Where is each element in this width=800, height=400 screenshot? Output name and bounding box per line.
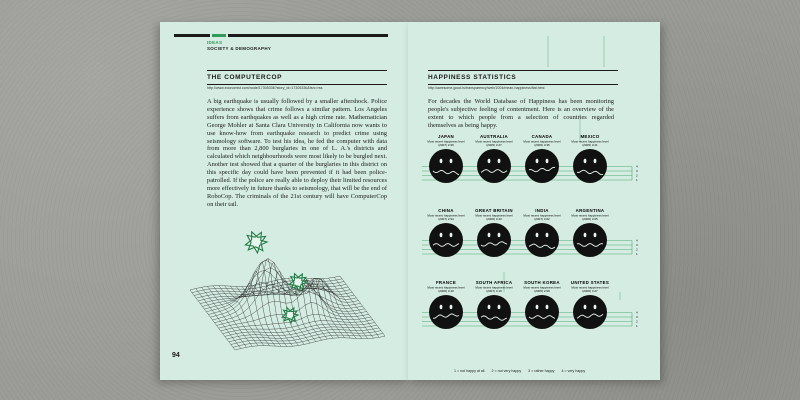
smiley-eye [546, 159, 549, 163]
scale-tick-label: 4 [636, 310, 638, 315]
smiley-face [573, 223, 607, 257]
smiley-eye [546, 305, 549, 309]
scale-tick-label: 2 [636, 319, 638, 324]
country-happiness-value: (2007) 2.94 [438, 217, 454, 221]
country-name: UNITED STATES [570, 280, 610, 285]
country-smiley-japan [427, 134, 465, 183]
legend-item: 1 = not happy at all [454, 369, 485, 373]
smiley-eye [546, 233, 549, 237]
happiness-grid [408, 22, 660, 380]
country-name: MEXICO [580, 134, 600, 139]
smiley-eye [536, 159, 539, 163]
smiley-eye [594, 233, 597, 237]
smiley-eye [594, 159, 597, 163]
article-url: http://www.economist.com/node/17305336?story_id=17305336&fsrc=rss [207, 86, 323, 90]
smiley-eye [440, 305, 443, 309]
scale-tick-label: 3 [636, 243, 638, 248]
header-rule [228, 34, 388, 37]
country-name: SOUTH AFRICA [475, 280, 513, 285]
country-smiley-great-britain [475, 208, 513, 257]
scale-tick-label: 4 [636, 238, 638, 243]
country-happiness-value: (2007) 3.10 [486, 289, 502, 293]
smiley-eye [584, 233, 587, 237]
article-body: A big earthquake is usually followed by a smaller aftershock. Police experience shows that crime follows a similar pattern. Los Angeles suffers from earthquakes as well as a high crime rate. Mathematician George Mohler at Santa Clara University in California now wants to use know-how from earthquake research to predict crime using seismology software. To test his idea, he fed the computer with data from more than 2,800 burglaries in one of L. A.'s districts and calculated which neighbourhoods were most likely to be burgled next. Another test showed that a quarter of the burglaries in this district on this specific day could have been prevented if it had been police-patrolled. If the police are really able to deploy their limited resources more effectively in future thanks to seismology, that will be the end of RoboCop. The criminals of the 21st century will have ComputerCop on their tail. [207, 98, 387, 208]
country-name: JAPAN [437, 134, 455, 139]
country-name: SOUTH KOREA [524, 280, 560, 285]
smiley-eye [440, 159, 443, 163]
smiley-face [429, 223, 463, 257]
header-rule [174, 34, 210, 37]
country-happiness-value: (2005) 3.21 [582, 143, 598, 147]
country-meta-label: Most recent happiness level [427, 139, 465, 144]
smiley-eye [498, 233, 501, 237]
smiley-eye [498, 305, 501, 309]
smiley-eye [450, 305, 453, 309]
country-happiness-value: (2005) 3.27 [486, 143, 502, 147]
scale-tick-label: 1 [636, 252, 638, 257]
country-name: AUSTRALIA [479, 134, 509, 139]
scale-tick-label: 2 [636, 247, 638, 252]
country-smiley-india [523, 208, 561, 257]
country-name: FRANCE [435, 280, 457, 285]
right-page [408, 22, 660, 380]
title-rule [207, 70, 387, 71]
country-smiley-china [427, 208, 465, 257]
scale-tick-label: 4 [636, 164, 638, 169]
smiley-face [429, 149, 463, 183]
legend-item: 2 = not very happy [491, 369, 522, 373]
country-meta-label: Most recent happiness level [571, 139, 609, 144]
page-number: 94 [172, 352, 180, 359]
smiley-eye [450, 233, 453, 237]
terrain-mesh [190, 259, 385, 350]
smiley-face [573, 149, 607, 183]
smiley-eye [488, 159, 491, 163]
smiley-face [429, 295, 463, 329]
crime-terrain-illustration [180, 230, 390, 360]
country-happiness-value: (2006) 3.36 [534, 143, 550, 147]
country-meta-label: Most recent happiness level [571, 285, 609, 290]
scale-tick-label: 3 [636, 169, 638, 174]
smiley-face [573, 295, 607, 329]
title-rule [207, 84, 387, 85]
country-meta-label: Most recent happiness level [427, 213, 465, 218]
crime-hotspot-burst [245, 232, 267, 253]
smiley-eye [536, 233, 539, 237]
smiley-eye [584, 159, 587, 163]
country-meta-label: Most recent happiness level [523, 213, 561, 218]
country-happiness-value: (2006) 3.43 [486, 217, 502, 221]
smiley-face [477, 295, 511, 329]
article-title: HAPPINESS STATISTICS [428, 74, 517, 81]
country-happiness-value: (2007) 3.02 [534, 217, 550, 221]
scale-tick-label: 1 [636, 324, 638, 329]
smiley-eye [450, 159, 453, 163]
smiley-face [525, 295, 559, 329]
country-name: GREAT BRITAIN [475, 208, 513, 213]
smiley-face [525, 223, 559, 257]
country-happiness-value: (2006) 3.40 [438, 289, 454, 293]
smiley-eye [584, 305, 587, 309]
smiley-face [477, 223, 511, 257]
smiley-face [477, 149, 511, 183]
smiley-eye [440, 233, 443, 237]
country-happiness-value: (2005) 2.99 [534, 289, 550, 293]
country-meta-label: Most recent happiness level [523, 285, 561, 290]
country-smiley-south-korea [523, 280, 561, 329]
country-meta-label: Most recent happiness level [475, 285, 513, 290]
article-url: http://awesome.good.is/transparency/web/1004/mean-happiness/flat.html [428, 86, 545, 90]
country-smiley-united-states [571, 280, 609, 329]
smiley-eye [488, 233, 491, 237]
country-happiness-value: (2006) 3.05 [582, 217, 598, 221]
legend-item: 4 = very happy [561, 369, 586, 373]
smiley-eye [488, 305, 491, 309]
smiley-eye [594, 305, 597, 309]
article-intro: For decades the World Database of Happiness has been monitoring people's subjective feeling of contentment. Here is an overview of the extent to which people from a selection of countries regarded themselves as being happy. [428, 98, 614, 129]
legend-item: 3 = rather happy [528, 369, 555, 373]
country-name: ARGENTINA [575, 208, 605, 213]
left-page [160, 22, 410, 380]
legend [454, 369, 591, 373]
article-title: THE COMPUTERCOP [207, 74, 283, 81]
scale-tick-label: 2 [636, 173, 638, 178]
section-subcategory: SOCIETY & DEMOGRAPHY [207, 46, 272, 51]
country-smiley-argentina [571, 208, 609, 257]
country-smiley-south-africa [475, 280, 513, 329]
country-name: CHINA [438, 208, 454, 213]
section-category: IDEAS [207, 40, 223, 45]
scale-tick-label: 3 [636, 315, 638, 320]
country-happiness-value: (2007) 2.99 [438, 143, 454, 147]
country-smiley-canada [523, 134, 561, 183]
smiley-eye [536, 305, 539, 309]
country-name: CANADA [531, 134, 553, 139]
country-smiley-australia [475, 134, 513, 183]
country-meta-label: Most recent happiness level [475, 213, 513, 218]
smiley-face [525, 149, 559, 183]
header-rule-accent [212, 34, 226, 37]
country-name: INDIA [535, 208, 549, 213]
country-smiley-mexico [571, 134, 609, 183]
country-happiness-value: (2006) 3.27 [582, 289, 598, 293]
section-label [207, 40, 271, 52]
country-smiley-france [427, 280, 465, 329]
smiley-eye [498, 159, 501, 163]
country-meta-label: Most recent happiness level [523, 139, 561, 144]
scale-tick-label: 1 [636, 178, 638, 183]
country-meta-label: Most recent happiness level [427, 285, 465, 290]
country-meta-label: Most recent happiness level [571, 213, 609, 218]
country-meta-label: Most recent happiness level [475, 139, 513, 144]
